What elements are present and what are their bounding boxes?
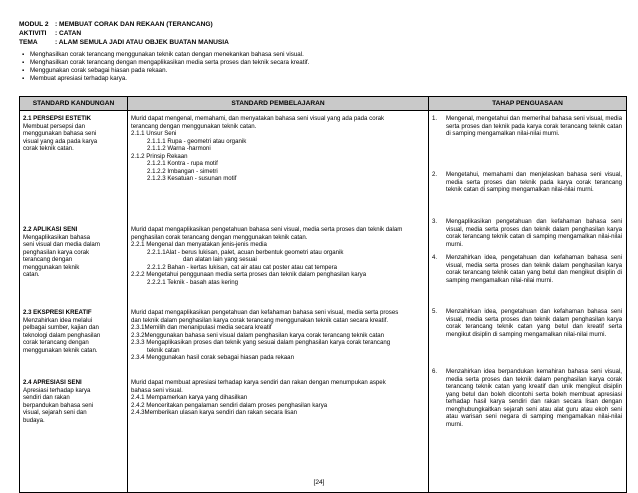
level-number: 3. <box>432 218 438 225</box>
sp3-line: 2.3.1Memilih dan menanipulasi media secara kreatif <box>131 324 272 331</box>
sk3-line: pelbagai sumber, kajian dan <box>23 324 99 331</box>
tahap-penguasaan-column <box>429 111 626 492</box>
level-description: Menzahirkan idea, pengetahuan dan kefahaman bahasa seni visual, media serta proses dan teknik dalam penghasilan karya corak terancang teknik catan yang betul dan mengikut disiplin di samping mengamalkan nilai-nilai murni. <box>446 254 622 284</box>
curriculum-table <box>19 96 627 493</box>
sk2-line: Mengaplikasikan bahasa <box>23 233 91 241</box>
objective-bullet: ▪ Menggunakan corak sebagai hiasan pada rekaan. <box>22 67 168 74</box>
sp3-line: dan teknik dalam penghasilan karya corak terancang menggunakan teknik catan secara kreatif. <box>131 316 389 324</box>
sk2-line: penghasilan karya corak <box>23 248 90 256</box>
sp1-line: 2.1.2.1 Kontra - rupa motif <box>147 160 218 167</box>
sk3-line: corak terancang dengan <box>23 339 89 346</box>
sp2-line: 2.2.1 Mengenal dan menyatakan jenis-jenis media <box>131 241 267 248</box>
objective-bullet: ▪ Menghasilkan corak terancang menggunakan teknik catan dengan menekankan bahasa seni visual. <box>22 51 304 58</box>
sp3-line: 2.3.3 Mengaplikasikan proses dan teknik yang sesuai dalam penghasilan karya corak terancang <box>131 339 391 346</box>
sp4-line: Murid dapat membuat apresiasi terhadap karya sendiri dan rakan dengan menumpukan aspek <box>131 379 386 386</box>
sk4-line: Apresiasi terhadap karya <box>23 386 91 394</box>
sk1-line: Membuat persepsi dan <box>23 122 85 130</box>
sp2-line: penghasilan corak terancang dengan menggunakan teknik catan. <box>131 233 308 241</box>
sp2-line: Murid dapat mengaplikasikan pengetahuan bahasa seni visual, media serta proses dan teknik dalam <box>131 226 403 233</box>
sp3-line: teknik catan <box>147 346 180 354</box>
sk2-line: seni visual dan media dalam <box>23 241 100 248</box>
sp4-line: 2.4.1 Mempamerkan karya yang dihasilkan <box>131 394 248 401</box>
sp3-line: 2.3.4 Menggunakan hasil corak sebagai hiasan pada rekaan <box>131 354 294 361</box>
sk2-line: terancang dengan <box>23 256 73 263</box>
sp1-line: 2.1.1 Unsur Seni <box>131 130 177 137</box>
level-description: Menzahirkan idea, pengetahuan dan kefahaman bahasa seni visual, media serta proses dan teknik dalam penghasilan karya corak terancang teknik catan yang betul dan kreatif serta mengikut disiplin di samping mengamalkan nilai-nilai murni. <box>446 308 622 338</box>
level-description: Menzahirkan idea berpandukan kemahiran bahasa seni visual, media serta proses dan teknik dalam penghasilan karya corak terancang teknik catan yang kreatif dan unik mengikut disiplin yang betul dan boleh dicontohi serta boleh membuat apresiasi terhadap hasil karya sendiri dan rakan secara lisan dengan menghubungkaitkan sejarah seni atau alat guru atau ekoh seni atau warisan seni negara di samping mengamalkan nilai-nilai murni. <box>446 368 622 428</box>
header-tahap-penguasaan: TAHAP PENGUASAAN <box>429 97 627 111</box>
sp1-line: 2.1.2.2 Imbangan - simetri <box>147 167 218 175</box>
level-number: 5. <box>432 308 438 315</box>
tema-line: TEMA : ALAM SEMULA JADI ATAU OBJEK BUATAN MANUSIA <box>19 39 229 46</box>
level-description: Mengenal, mengetahui dan memerihal bahasa seni visual, media serta proses dan teknik pada karya corak terancang teknik catan di samping mengamalkan nilai-nilai murni. <box>446 115 622 137</box>
sp2-line: 2.2.2 Mengetahui penggunaan media serta proses dan teknik dalam penghasilan karya <box>131 271 367 278</box>
sk1-line: menggunakan bahasa seni <box>23 130 97 137</box>
sk4-line: sendiri dan rakan <box>23 394 70 401</box>
sp3-line: Murid dapat mengaplikasikan pengetahuan dan kefahaman bahasa seni visual, media serta proses <box>131 309 399 316</box>
sk2-line: menggunakan teknik <box>23 263 80 271</box>
objective-bullet: ▪ Menghasilkan corak terancang dengan mengaplikasikan media serta proses dan teknik secara kreatif. <box>22 59 310 66</box>
sk4-line: budaya. <box>23 416 45 424</box>
header-standard-pembelajaran: STANDARD PEMBELAJARAN <box>128 97 429 111</box>
sk3-line: Menzahirkan idea melalui <box>23 316 93 324</box>
sk4-line: 2.4 APRESIASI SENI <box>23 379 82 386</box>
standard-kandungan-column <box>20 111 127 492</box>
sk3-line: menggunakan teknik catan. <box>23 346 98 354</box>
sk3-line: 2.3 EKSPRESI KREATIF <box>23 309 92 316</box>
sp1-line: Murid dapat mengenal, memahami, dan menyatakan bahasa seni visual yang ada pada corak <box>131 115 385 122</box>
sp1-line: 2.1.1.1 Rupa - geometri atau organik <box>147 137 247 145</box>
level-description: Mengaplikasikan pengetahuan dan kefahaman bahasa seni visual, media serta proses dan teknik dalam penghasilan karya corak terancang teknik catan di samping mengamalkan nilai-nilai murni. <box>446 218 622 248</box>
level-number: 4. <box>432 254 438 261</box>
modul-line: MODUL 2 : MEMBUAT CORAK DAN REKAAN (TERANCANG) <box>19 21 213 28</box>
sk1-line: corak teknik catan. <box>23 145 74 152</box>
sp3-line: 2.3.2Menggunakan bahasa seni visual dalam penghasilan karya corak terancang teknik catan <box>131 331 385 339</box>
sp2-line: dan alatan lain yang sesuai <box>183 256 257 263</box>
header-standard-kandungan: STANDARD KANDUNGAN <box>20 97 128 111</box>
sk1-line: 2.1 PERSEPSI ESTETIK <box>23 115 92 122</box>
level-description: Mengetahui, memahami dan menjelaskan bahasa seni visual, media serta proses dan teknik pada karya corak terancang teknik catan di samping mengamalkan nilai-nilai murni. <box>446 171 622 193</box>
sk2-line: 2.2 APLIKASI SENI <box>23 226 78 233</box>
sp1-line: 2.1.2 Prinsip Rekaan <box>131 152 188 160</box>
sp2-line: 2.2.1.1Alat - berus lukisan, palet, acuan berbentuk geometri atau organik <box>147 248 344 256</box>
sp1-line: terancang dengan menggunakan teknik catan. <box>131 122 257 130</box>
page-number: [24] <box>313 479 325 486</box>
aktiviti-line: AKTIVITI : CATAN <box>19 30 82 37</box>
level-number: 6. <box>432 368 438 375</box>
sk3-line: teknologi dalam penghasilan <box>23 331 101 339</box>
sk2-line: catan. <box>23 271 40 278</box>
sp1-line: 2.1.2.3 Kesatuan - susunan motif <box>147 175 237 182</box>
sp2-line: 2.2.1.2 Bahan - kertas lukisan, cat air atau cat poster atau cat tempera <box>147 263 338 271</box>
sk1-line: visual yang ada pada karya <box>23 137 98 145</box>
sk4-line: berpandukan bahasa seni <box>23 401 94 409</box>
sp4-line: 2.4.2 Menceritakan pengalaman sendiri dalam proses penghasilan karya <box>131 401 328 409</box>
standard-pembelajaran-column <box>128 111 428 492</box>
level-number: 1. <box>432 115 438 122</box>
sp4-line: 2.4.3Memberikan ulasan karya sendiri dan rakan secara lisan <box>131 409 297 416</box>
sp4-line: bahasa seni visual. <box>131 386 183 394</box>
level-number: 2. <box>432 171 438 178</box>
objective-bullet: ▪ Membuat apresiasi terhadap karya. <box>22 75 127 82</box>
sp2-line: 2.2.2.1 Teknik - basah atas kering <box>147 278 239 286</box>
sk4-line: visual, sejarah seni dan <box>23 409 87 416</box>
sp1-line: 2.1.1.2 Warna -harmoni <box>147 145 211 152</box>
